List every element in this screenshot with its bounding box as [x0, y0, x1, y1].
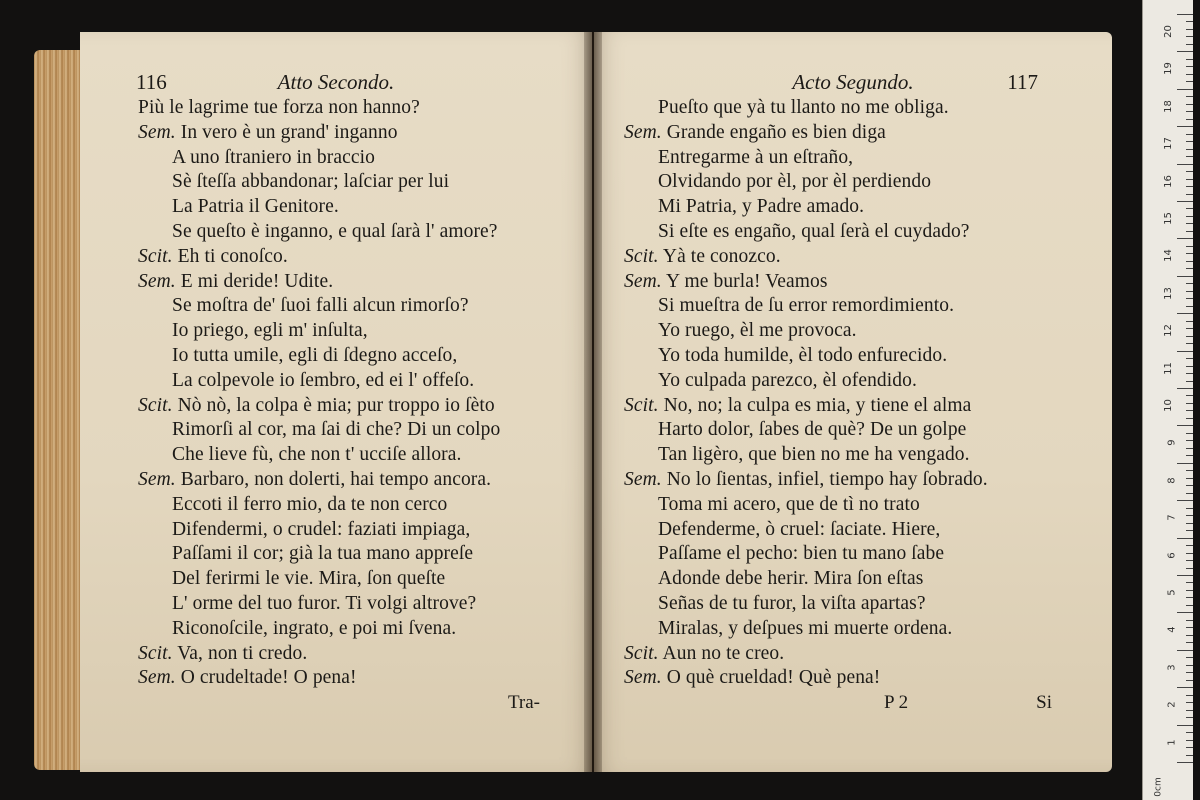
signature-mark: P 2 [884, 692, 909, 713]
ruler-tick [1186, 358, 1193, 359]
ruler-tick [1186, 702, 1193, 703]
text-line [594, 96, 1112, 121]
ruler-tick [1186, 81, 1193, 82]
ruler-tick [1186, 156, 1193, 157]
left-catchword: Tra- [507, 692, 540, 713]
ruler-tick [1186, 635, 1193, 636]
ruler-tick [1186, 553, 1193, 554]
ruler-tick [1186, 246, 1193, 247]
ruler-tick [1177, 762, 1193, 763]
ruler-tick [1186, 710, 1193, 711]
line-text: Paſſame el pecho: bien tu mano ſabe [658, 543, 945, 565]
ruler-label: 18 [1163, 99, 1175, 113]
text-line [594, 567, 1112, 592]
text-line [594, 195, 1112, 220]
text-line [594, 270, 1112, 295]
line-text: Y me burla! Veamos [666, 270, 828, 292]
speaker-label: Sem. [624, 121, 662, 143]
ruler-tick [1186, 657, 1193, 658]
ruler-tick [1177, 612, 1193, 613]
ruler-tick [1177, 276, 1193, 277]
ruler-unit-label: 0cm [1153, 777, 1164, 797]
line-text: Mi Patria, y Padre amado. [658, 196, 865, 218]
ruler-tick [1186, 253, 1193, 254]
ruler-tick [1186, 179, 1193, 180]
ruler-tick [1186, 216, 1193, 217]
ruler-tick [1186, 605, 1193, 606]
ruler-tick [1186, 642, 1193, 643]
ruler-tick [1186, 470, 1193, 471]
speaker-label: Sem. [624, 270, 662, 292]
ruler-tick [1186, 515, 1193, 516]
ruler-label: 10 [1163, 399, 1175, 412]
ruler-tick [1186, 627, 1193, 628]
open-book [24, 32, 1124, 777]
ruler-tick [1186, 395, 1193, 396]
ruler-tick [1177, 425, 1193, 426]
ruler-tick [1177, 575, 1193, 576]
ruler-tick [1186, 478, 1193, 479]
line-text: Yà te conozco. [662, 245, 781, 267]
ruler-tick [1186, 21, 1193, 22]
line-text: O què crueldad! Què pena! [666, 667, 881, 689]
speaker-label: Sem. [138, 270, 176, 292]
text-line [80, 344, 592, 369]
ruler-tick [1186, 283, 1193, 284]
speaker-label: Sem. [624, 667, 662, 689]
ruler-tick [1186, 448, 1193, 449]
text-line [80, 642, 592, 667]
ruler-tick [1186, 74, 1193, 75]
ruler-tick [1186, 149, 1193, 150]
speaker-label: Sem. [138, 121, 176, 143]
ruler-tick [1177, 650, 1193, 651]
line-text: Difendermi, o crudel: faziati impiaga, [172, 518, 471, 540]
ruler-tick [1186, 328, 1193, 329]
line-text: No lo ſientas, infiel, tiempo hay ſobrado. [666, 468, 988, 490]
line-text: Yo ruego, èl me provoca. [658, 320, 857, 342]
line-text: La colpevole io ſembro, ed ei l' offeſo. [172, 369, 475, 391]
line-text: Sè ſteſſa abbandonar; laſciar per lui [172, 171, 450, 193]
text-line [594, 245, 1112, 270]
ruler-tick [1186, 523, 1193, 524]
line-text: Tan ligèro, que bien no me ha vengado. [658, 444, 970, 466]
left-running-head: Atto Secondo. [277, 70, 395, 94]
text-line [594, 146, 1112, 171]
ruler-tick [1186, 755, 1193, 756]
line-text: L' orme del tuo furor. Ti volgi altrove? [172, 592, 477, 614]
line-text: Si mueſtra de ſu error remordimiento. [658, 295, 955, 317]
ruler-tick [1186, 560, 1193, 561]
line-text: Io tutta umile, egli di ſdegno acceſo, [172, 344, 458, 366]
ruler-tick [1186, 36, 1193, 37]
ruler-tick [1186, 59, 1193, 60]
text-line [594, 493, 1112, 518]
book-gutter [584, 32, 602, 772]
line-text: Si eſte es engaño, qual ſerà el cuydado? [658, 220, 970, 242]
left-page-number: 116 [136, 70, 167, 94]
ruler-tick [1186, 381, 1193, 382]
line-text: Nò nò, la colpa è mia; pur troppo io ſèto [177, 394, 495, 416]
speaker-label: Scit. [138, 642, 173, 664]
ruler-tick [1186, 171, 1193, 172]
ruler-tick [1186, 590, 1193, 591]
ruler-label: 15 [1163, 212, 1175, 225]
text-line [594, 666, 1112, 691]
ruler-tick [1186, 29, 1193, 30]
text-line [80, 418, 592, 443]
text-line [594, 518, 1112, 543]
ruler-tick [1186, 485, 1193, 486]
ruler-tick [1186, 740, 1193, 741]
ruler-tick [1186, 433, 1193, 434]
speaker-label: Scit. [624, 394, 659, 416]
right-page-footer [594, 692, 1112, 718]
line-text: Va, non ti credo. [177, 642, 308, 664]
text-line [594, 170, 1112, 195]
ruler-tick [1186, 373, 1193, 374]
text-line [80, 493, 592, 518]
line-text: Più le lagrime tue forza non hanno? [138, 97, 420, 118]
line-text: Barbaro, non dolerti, hai tempo ancora. [180, 468, 492, 490]
line-text: Adonde debe herir. Mira ſon eſtas [658, 568, 924, 590]
text-line [80, 319, 592, 344]
ruler-tick [1186, 582, 1193, 583]
ruler-tick [1186, 321, 1193, 322]
speaker-label: Scit. [138, 394, 173, 416]
speaker-label: Scit. [138, 245, 173, 267]
ruler-tick [1186, 418, 1193, 419]
ruler-tick [1186, 119, 1193, 120]
ruler-tick [1177, 89, 1193, 90]
ruler-tick [1186, 410, 1193, 411]
ruler-tick [1186, 298, 1193, 299]
ruler-label: 5 [1166, 589, 1178, 596]
measuring-ruler [1142, 0, 1193, 800]
text-line [80, 567, 592, 592]
ruler-label: 12 [1163, 324, 1175, 338]
ruler-label: 6 [1166, 551, 1178, 559]
right-page-number: 117 [1007, 70, 1038, 94]
ruler-tick [1186, 44, 1193, 45]
text-line [80, 394, 592, 419]
line-text: Rimorſi al cor, ma ſai di che? Di un colpo [172, 419, 501, 441]
ruler-label: 4 [1166, 626, 1178, 634]
line-text: Del ferirmi le vie. Mira, ſon queſte [172, 568, 446, 590]
ruler-tick [1186, 208, 1193, 209]
text-line [594, 369, 1112, 394]
text-line [594, 319, 1112, 344]
text-line [594, 294, 1112, 319]
ruler-tick [1177, 351, 1193, 352]
ruler-tick [1186, 747, 1193, 748]
ruler-tick [1186, 261, 1193, 262]
ruler-label: 8 [1166, 477, 1178, 484]
line-text: Che lieve fù, che non t' ucciſe allora. [172, 444, 462, 466]
ruler-tick [1186, 291, 1193, 292]
text-line [80, 617, 592, 642]
ruler-tick [1186, 104, 1193, 105]
text-line [80, 245, 592, 270]
ruler-tick [1186, 96, 1193, 97]
ruler-tick [1186, 306, 1193, 307]
text-line [594, 592, 1112, 617]
ruler-tick [1186, 597, 1193, 598]
left-page-footer [80, 692, 592, 718]
line-text: Eccoti il ferro mio, da te non cerco [172, 493, 448, 515]
text-line [80, 96, 592, 121]
speaker-label: Sem. [624, 468, 662, 490]
line-text: Paſſami il cor; già la tua mano appreſe [172, 543, 474, 565]
line-text: O crudeltade! O pena! [180, 667, 357, 689]
ruler-tick [1177, 313, 1193, 314]
ruler-label: 7 [1166, 514, 1178, 521]
ruler-tick [1186, 493, 1193, 494]
left-page-text [80, 96, 592, 691]
line-text: Olvidando por èl, por èl perdiendo [658, 171, 932, 193]
text-line [594, 617, 1112, 642]
line-text: Yo culpada parezco, èl ofendido. [658, 369, 917, 391]
ruler-tick [1177, 126, 1193, 127]
text-line [80, 121, 592, 146]
left-page [80, 32, 592, 772]
ruler-tick [1177, 388, 1193, 389]
text-line [594, 642, 1112, 667]
right-page [594, 32, 1112, 772]
ruler-tick [1177, 164, 1193, 165]
text-line [80, 195, 592, 220]
line-text: Miralas, y deſpues mi muerte ordena. [658, 617, 953, 639]
ruler-label: 9 [1166, 439, 1178, 447]
speaker-label: Sem. [138, 667, 176, 689]
ruler-tick [1186, 231, 1193, 232]
text-line [594, 344, 1112, 369]
line-text: Se moſtra de' ſuoi falli alcun rimorſo? [172, 295, 469, 317]
ruler-tick [1177, 538, 1193, 539]
text-line [80, 666, 592, 691]
text-line [80, 294, 592, 319]
ruler-tick [1186, 672, 1193, 673]
ruler-label: 3 [1166, 664, 1178, 671]
line-text: Harto dolor, ſabes de què? De un golpe [658, 419, 967, 441]
ruler-tick [1186, 455, 1193, 456]
ruler-tick [1186, 717, 1193, 718]
text-line [80, 270, 592, 295]
text-line [594, 121, 1112, 146]
text-line [80, 518, 592, 543]
ruler-label: 20 [1163, 25, 1175, 38]
line-text: Yo toda humilde, èl todo enfurecido. [658, 344, 948, 366]
ruler-label: 17 [1163, 137, 1175, 151]
ruler-tick [1186, 440, 1193, 441]
ruler-label: 19 [1163, 62, 1175, 76]
ruler-tick [1186, 732, 1193, 733]
ruler-tick [1186, 508, 1193, 509]
text-line [594, 418, 1112, 443]
line-text: A uno ſtraniero in braccio [172, 146, 375, 168]
text-line [594, 468, 1112, 493]
line-text: Toma mi acero, que de tì no trato [658, 493, 920, 515]
line-text: Io priego, egli m' inſulta, [172, 320, 368, 342]
text-line [80, 170, 592, 195]
text-line [80, 443, 592, 468]
ruler-tick [1186, 141, 1193, 142]
text-line [594, 220, 1112, 245]
text-line [80, 146, 592, 171]
speaker-label: Scit. [624, 642, 659, 664]
text-line [594, 542, 1112, 567]
text-line [80, 542, 592, 567]
ruler-label: 16 [1163, 174, 1175, 188]
ruler-tick [1177, 500, 1193, 501]
ruler-label: 14 [1163, 249, 1175, 263]
ruler-tick [1186, 695, 1193, 696]
text-line [80, 468, 592, 493]
ruler-tick [1186, 66, 1193, 67]
ruler-tick [1186, 186, 1193, 187]
text-line [80, 220, 592, 245]
ruler-tick [1177, 14, 1193, 15]
line-text: Entregarme à un eſtraño, [658, 146, 854, 168]
ruler-tick [1186, 620, 1193, 621]
line-text: Defenderme, ò cruel: ſaciate. Hiere, [658, 518, 941, 540]
line-text: E mi deride! Udite. [180, 270, 334, 292]
ruler-tick [1186, 111, 1193, 112]
ruler-tick [1177, 725, 1193, 726]
ruler-tick [1177, 687, 1193, 688]
line-text: Eh ti conoſco. [177, 245, 288, 267]
text-line [594, 394, 1112, 419]
ruler-tick [1186, 194, 1193, 195]
ruler-tick [1186, 366, 1193, 367]
ruler-tick [1177, 238, 1193, 239]
ruler-tick [1186, 665, 1193, 666]
speaker-label: Scit. [624, 245, 659, 267]
line-text: No, no; la culpa es mia, y tiene el alma [663, 394, 972, 416]
ruler-label: 2 [1166, 701, 1178, 708]
line-text: In vero è un grand' inganno [180, 121, 398, 143]
ruler-label: 1 [1166, 738, 1178, 746]
ruler-tick [1186, 343, 1193, 344]
ruler-tick [1177, 463, 1193, 464]
ruler-tick [1186, 223, 1193, 224]
line-text: Señas de tu furor, la viſta apartas? [658, 592, 926, 614]
ruler-tick [1186, 134, 1193, 135]
ruler-tick [1186, 403, 1193, 404]
right-catchword: Si [1036, 692, 1052, 713]
line-text: Grande engaño es bien diga [666, 121, 886, 143]
ruler-tick [1177, 201, 1193, 202]
line-text: Se queſto è inganno, e qual ſarà l' amore? [172, 220, 498, 242]
ruler-tick [1186, 268, 1193, 269]
right-page-text [594, 96, 1112, 691]
text-line [80, 592, 592, 617]
ruler-tick [1186, 530, 1193, 531]
ruler-label: 11 [1163, 361, 1175, 375]
ruler-label: 13 [1163, 286, 1175, 300]
line-text: Aun no te creo. [662, 642, 785, 664]
text-line [594, 443, 1112, 468]
ruler-tick [1186, 545, 1193, 546]
text-line [80, 369, 592, 394]
line-text: La Patria il Genitore. [172, 196, 339, 218]
ruler-tick [1186, 336, 1193, 337]
right-running-head: Acto Segundo. [792, 70, 914, 94]
ruler-tick [1186, 680, 1193, 681]
ruler-tick [1177, 51, 1193, 52]
line-text: Pueſto que yà tu llanto no me obliga. [658, 97, 949, 118]
speaker-label: Sem. [138, 468, 176, 490]
ruler-tick [1186, 568, 1193, 569]
line-text: Riconoſcile, ingrato, e poi mi ſvena. [172, 617, 457, 639]
